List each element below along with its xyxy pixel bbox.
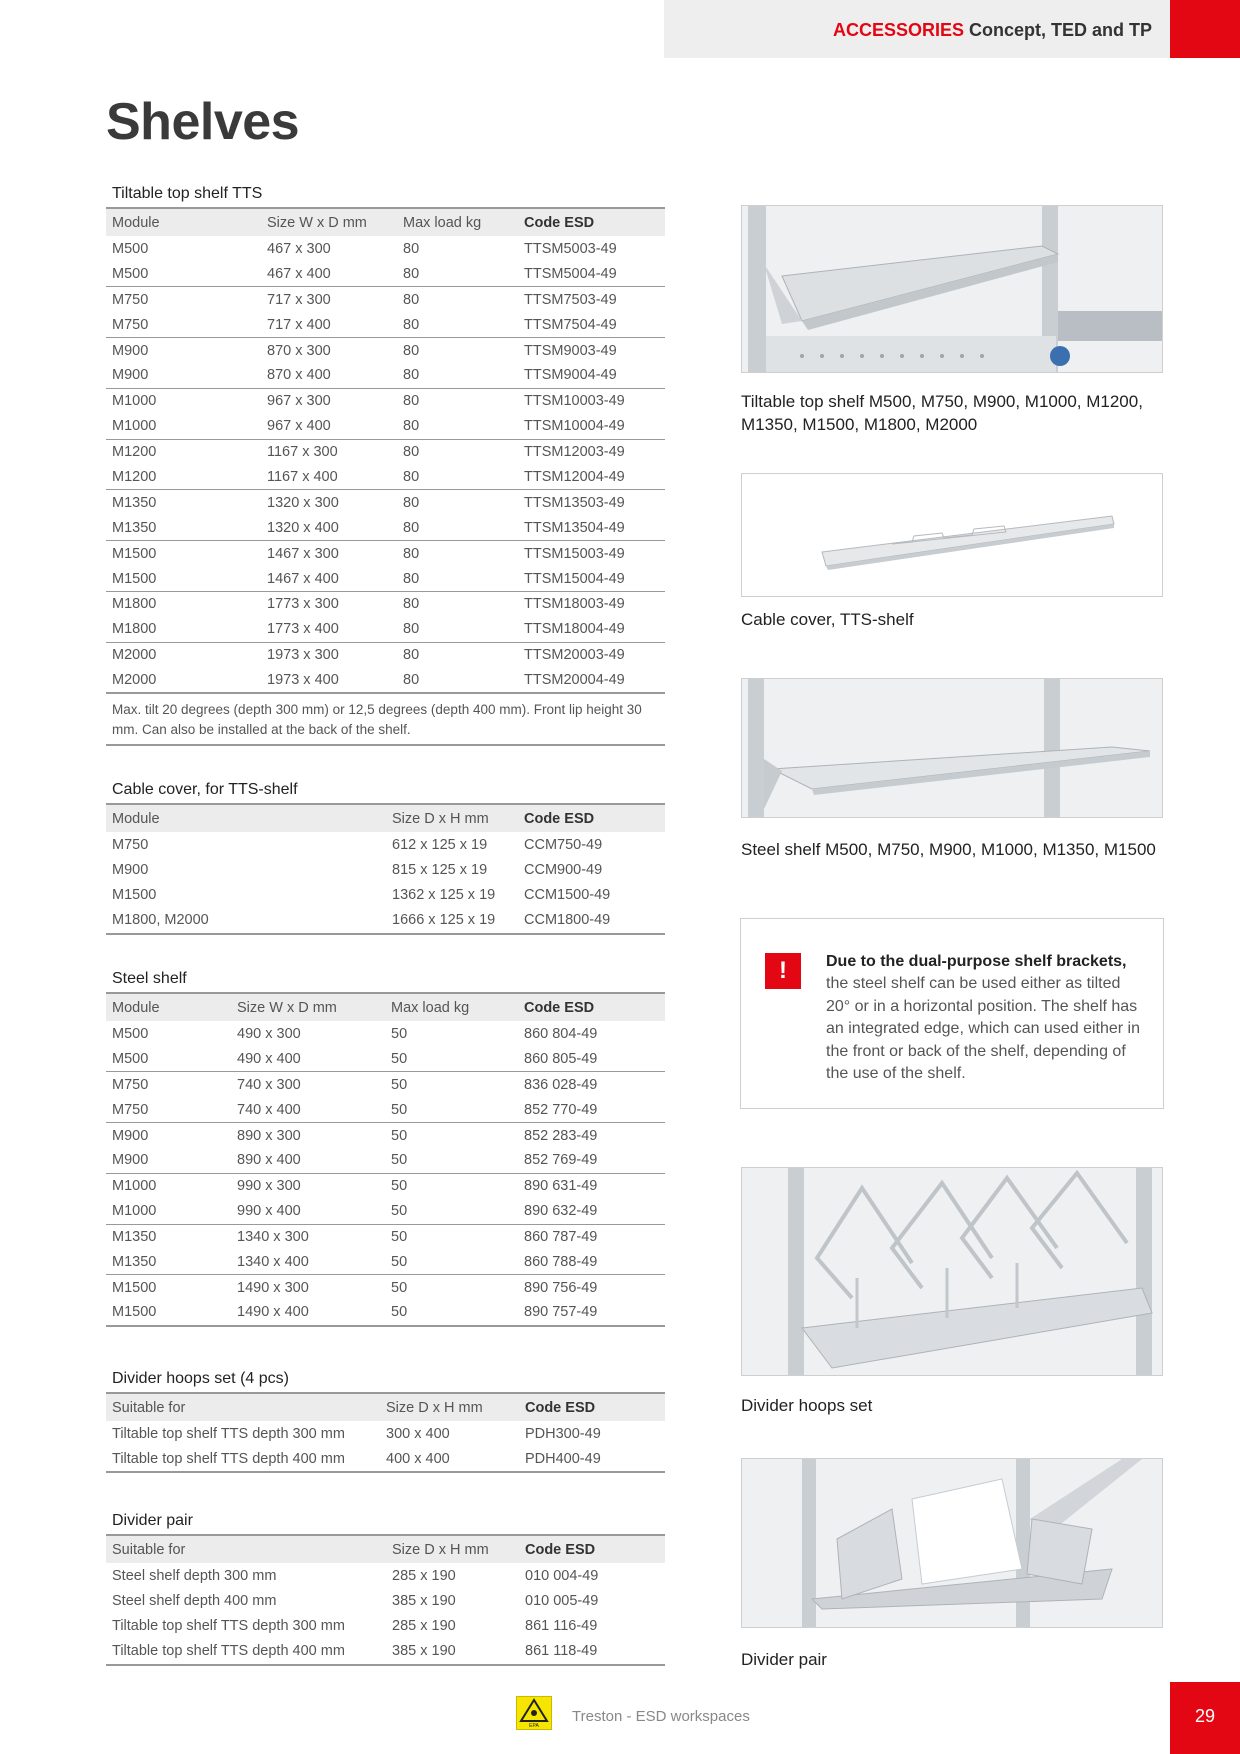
table-row [106, 388, 665, 413]
hoops-section [106, 1366, 665, 1473]
table-cell: TTSM5004-49 [518, 261, 665, 286]
steel-col-load: Max load kg [385, 993, 518, 1021]
table-cell: 80 [403, 647, 420, 664]
table-cell: 50 [385, 1046, 518, 1071]
table-cell: TTSM18003-49 [524, 596, 625, 613]
table-cell: 80 [403, 240, 420, 257]
table-cell: 860 804-49 [524, 1025, 598, 1042]
steel-table [106, 992, 665, 1327]
table-cell: 1773 x 300 [267, 596, 339, 613]
info-box [740, 918, 1164, 1109]
table-cell: 1973 x 300 [267, 647, 339, 664]
table-row [106, 1046, 665, 1071]
table-cell: 890 757-49 [518, 1300, 665, 1325]
table-cell: 80 [397, 566, 518, 591]
tts-col-load: Max load kg [397, 208, 518, 236]
table-cell: 1167 x 300 [267, 444, 338, 461]
table-cell: TTSM10003-49 [524, 393, 625, 410]
tts-col-size: Size W x D mm [261, 208, 397, 236]
table-cell: 1340 x 400 [231, 1250, 385, 1275]
tts-note: Max. tilt 20 degrees (depth 300 mm) or 12,5 degrees (depth 400 mm). Front lip height 30 mm. Can also be installed at the back of the shelf. [106, 694, 665, 746]
cable-table [106, 803, 665, 935]
divider-pair-caption: Divider pair [741, 1650, 827, 1669]
table-cell: M1000 [106, 1199, 231, 1224]
pair-title: Divider pair [112, 1512, 193, 1529]
table-cell: 1362 x 125 x 19 [392, 887, 496, 904]
table-cell: TTSM5003-49 [524, 240, 617, 257]
table-cell: 300 x 400 [386, 1425, 450, 1442]
table-cell: 815 x 125 x 19 [392, 862, 488, 879]
table-cell: M900 [106, 1148, 231, 1173]
table-cell: 80 [403, 494, 420, 511]
table-row [106, 1446, 665, 1471]
table-cell: M1000 [106, 414, 261, 439]
table-cell: TTSM9003-49 [524, 342, 617, 359]
table-cell: M2000 [106, 668, 261, 693]
table-row [106, 287, 665, 312]
table-cell: M1350 [106, 1250, 231, 1275]
table-cell: 890 x 400 [231, 1148, 385, 1173]
table-cell: M1200 [112, 444, 157, 461]
table-cell: 890 631-49 [524, 1178, 598, 1195]
steel-col-module: Module [106, 993, 231, 1021]
hoops-col-code: Code ESD [519, 1393, 665, 1421]
tts-col-module: Module [106, 208, 261, 236]
table-cell: 861 118-49 [519, 1639, 665, 1664]
table-row [106, 490, 665, 515]
header-title [833, 20, 1152, 41]
table-cell: M1000 [112, 393, 157, 410]
table-cell: 50 [385, 1250, 518, 1275]
table-row [106, 465, 665, 490]
table-cell: 990 x 400 [231, 1199, 385, 1224]
table-cell: M900 [106, 363, 261, 388]
table-cell: M1800 [106, 617, 261, 642]
table-row [106, 908, 665, 933]
table-cell: 861 116-49 [525, 1618, 598, 1635]
table-row [106, 1275, 665, 1300]
hoops-title: Divider hoops set (4 pcs) [112, 1370, 289, 1387]
table-cell: 50 [391, 1178, 408, 1195]
table-row [106, 1588, 665, 1613]
table-cell: 740 x 300 [237, 1076, 301, 1093]
header-text: Concept, TED and TP [963, 20, 1152, 40]
cable-col-size: Size D x H mm [386, 804, 518, 832]
table-cell: TTSM13503-49 [524, 494, 625, 511]
table-cell: M1800, M2000 [106, 908, 386, 933]
table-cell: 860 805-49 [518, 1046, 665, 1071]
table-row [106, 338, 665, 363]
table-cell: 80 [397, 261, 518, 286]
hoops-table [106, 1392, 665, 1473]
table-cell: 1167 x 400 [261, 465, 397, 490]
table-cell: 890 756-49 [524, 1279, 598, 1296]
table-cell: 740 x 400 [231, 1097, 385, 1122]
table-cell: M1500 [112, 545, 157, 562]
header-red-block [1170, 0, 1240, 58]
header-accent: ACCESSORIES [832, 20, 964, 40]
divider-pair-photo [741, 1458, 1163, 1628]
table-cell: 1340 x 300 [237, 1229, 309, 1246]
table-cell: M1350 [112, 1229, 157, 1246]
table-cell: 50 [391, 1279, 408, 1296]
steel-section [106, 966, 665, 1327]
table-cell: 1490 x 300 [237, 1279, 309, 1296]
pair-col-suitable: Suitable for [106, 1535, 386, 1563]
table-row [106, 617, 665, 642]
table-cell: 967 x 300 [267, 393, 331, 410]
table-cell: 80 [397, 515, 518, 540]
table-cell: CCM900-49 [524, 862, 603, 879]
cable-section [106, 777, 665, 935]
table-cell: M2000 [112, 647, 157, 664]
steel-col-size: Size W x D mm [231, 993, 385, 1021]
table-cell: CCM1800-49 [518, 908, 665, 933]
table-cell: 467 x 300 [267, 240, 331, 257]
table-row [106, 1421, 665, 1446]
table-cell: 717 x 300 [267, 291, 331, 308]
table-cell: 1490 x 400 [231, 1300, 385, 1325]
table-cell: PDH400-49 [519, 1446, 665, 1471]
table-row [106, 832, 665, 857]
table-cell: 852 770-49 [518, 1097, 665, 1122]
table-cell: CCM1500-49 [524, 887, 611, 904]
table-cell: TTSM12004-49 [518, 465, 665, 490]
table-row [106, 261, 665, 286]
esd-logo-text: EPA [529, 1723, 539, 1729]
table-row [106, 883, 665, 908]
table-cell: M900 [112, 342, 149, 359]
table-row [106, 857, 665, 882]
table-cell: 285 x 190 [392, 1567, 456, 1584]
table-cell: 860 787-49 [524, 1229, 598, 1246]
table-row [106, 1300, 665, 1325]
table-cell: Tiltable top shelf TTS depth 300 mm [112, 1618, 345, 1635]
steel-shelf-photo [741, 678, 1163, 818]
table-cell: M500 [112, 240, 149, 257]
pair-col-size: Size D x H mm [386, 1535, 519, 1563]
table-cell: TTSM20003-49 [524, 647, 625, 664]
table-cell: Tiltable top shelf TTS depth 400 mm [106, 1446, 380, 1471]
table-cell: 50 [385, 1300, 518, 1325]
info-body: the steel shelf can be used either as tilted 20° or in a horizontal position. The shelf has an integrated edge, which can used either in the front or back of the shelf, depending of the use of the shelf. [826, 975, 1140, 1083]
table-row [106, 1224, 665, 1249]
table-cell: TTSM9004-49 [518, 363, 665, 388]
pair-section [106, 1508, 665, 1666]
table-cell: 385 x 190 [392, 1593, 456, 1610]
table-cell: M750 [112, 836, 149, 853]
table-cell: 1320 x 300 [267, 494, 339, 511]
info-bold: Due to the dual-purpose shelf brackets, [826, 953, 1127, 970]
table-row [106, 236, 665, 261]
table-cell: 80 [397, 363, 518, 388]
table-cell: 1467 x 400 [261, 566, 397, 591]
table-cell: 385 x 190 [386, 1639, 519, 1664]
steel-shelf-caption: Steel shelf M500, M750, M900, M1000, M1350, M1500 [741, 840, 1156, 859]
table-cell: 490 x 300 [237, 1025, 301, 1042]
table-cell: 80 [403, 545, 420, 562]
table-row [106, 566, 665, 591]
table-row [106, 1199, 665, 1224]
table-row [106, 363, 665, 388]
cable-col-module: Module [106, 804, 386, 832]
steel-col-code: Code ESD [518, 993, 665, 1021]
table-cell: M500 [112, 1025, 149, 1042]
table-row [106, 1097, 665, 1122]
table-cell: TTSM7503-49 [524, 291, 617, 308]
steel-title: Steel shelf [112, 970, 187, 987]
table-row [106, 515, 665, 540]
cable-body [106, 832, 665, 934]
table-cell: 1467 x 300 [267, 545, 339, 562]
table-cell: M1800 [112, 596, 157, 613]
tts-body [106, 236, 665, 693]
table-cell: TTSM20004-49 [518, 668, 665, 693]
table-cell: TTSM15004-49 [518, 566, 665, 591]
tts-shelf-caption: Tiltable top shelf M500, M750, M900, M1000, M1200, M1350, M1500, M1800, M2000 [741, 392, 1143, 434]
table-cell: 80 [397, 312, 518, 337]
table-cell: 80 [397, 414, 518, 439]
cable-cover-photo [741, 473, 1163, 597]
table-cell: 010 004-49 [525, 1567, 599, 1584]
table-cell: 860 788-49 [518, 1250, 665, 1275]
table-cell: TTSM15003-49 [524, 545, 625, 562]
table-cell: 870 x 400 [261, 363, 397, 388]
table-cell: 50 [385, 1199, 518, 1224]
table-row [106, 1123, 665, 1148]
table-row [106, 1639, 665, 1664]
table-cell: 490 x 400 [231, 1046, 385, 1071]
tts-section [106, 181, 665, 746]
table-cell: M750 [106, 312, 261, 337]
pair-body [106, 1563, 665, 1665]
table-cell: CCM750-49 [524, 836, 603, 853]
table-cell: TTSM12003-49 [524, 444, 625, 461]
table-cell: Steel shelf depth 400 mm [112, 1593, 277, 1610]
table-cell: 612 x 125 x 19 [392, 836, 488, 853]
page-number: 29 [1194, 1706, 1216, 1726]
table-cell: M750 [106, 1097, 231, 1122]
table-cell: 717 x 400 [261, 312, 397, 337]
table-cell: 1973 x 400 [261, 668, 397, 693]
tts-table [106, 207, 665, 694]
table-cell: M750 [112, 1076, 149, 1093]
table-row [106, 1072, 665, 1097]
table-cell: M500 [106, 261, 261, 286]
table-cell: M1200 [106, 465, 261, 490]
pair-col-code: Code ESD [519, 1535, 665, 1563]
table-cell: Tiltable top shelf TTS depth 400 mm [106, 1639, 386, 1664]
table-cell: 1320 x 400 [261, 515, 397, 540]
table-cell: 1666 x 125 x 19 [386, 908, 518, 933]
table-cell: M1500 [106, 1300, 231, 1325]
hoops-col-size: Size D x H mm [380, 1393, 519, 1421]
table-cell: 80 [403, 596, 420, 613]
table-cell: 80 [403, 393, 420, 410]
table-row [106, 1563, 665, 1588]
table-row [106, 312, 665, 337]
table-row [106, 1614, 665, 1639]
table-cell: 50 [385, 1097, 518, 1122]
table-cell: 870 x 300 [267, 342, 331, 359]
table-cell: 967 x 400 [261, 414, 397, 439]
table-cell: 990 x 300 [237, 1178, 301, 1195]
table-cell: 890 632-49 [518, 1199, 665, 1224]
table-row [106, 1173, 665, 1198]
table-cell: M500 [106, 1046, 231, 1071]
divider-hoops-caption: Divider hoops set [741, 1396, 873, 1415]
hoops-body [106, 1421, 665, 1472]
table-cell: 50 [391, 1127, 408, 1144]
table-cell: 80 [403, 291, 420, 308]
table-row [106, 1250, 665, 1275]
table-cell: 80 [397, 465, 518, 490]
footer-text: Treston - ESD workspaces [572, 1708, 750, 1725]
table-row [106, 642, 665, 667]
tts-title: Tiltable top shelf TTS [112, 185, 263, 202]
table-cell: M1350 [106, 515, 261, 540]
table-cell: 50 [391, 1076, 408, 1093]
table-cell: M750 [112, 291, 149, 308]
table-row [106, 541, 665, 566]
table-cell: 836 028-49 [524, 1076, 598, 1093]
table-cell: PDH300-49 [525, 1425, 601, 1442]
table-cell: TTSM13504-49 [518, 515, 665, 540]
table-cell: 010 005-49 [525, 1593, 599, 1610]
table-cell: TTSM18004-49 [518, 617, 665, 642]
table-row [106, 1148, 665, 1173]
table-cell: Steel shelf depth 300 mm [112, 1567, 277, 1584]
table-row [106, 591, 665, 616]
hoops-col-suitable: Suitable for [106, 1393, 380, 1421]
table-cell: 852 769-49 [518, 1148, 665, 1173]
tts-shelf-photo [741, 205, 1163, 373]
table-cell: TTSM7504-49 [518, 312, 665, 337]
table-cell: M900 [112, 862, 149, 879]
page-title: Shelves [106, 93, 300, 151]
table-cell: M1500 [112, 1279, 157, 1296]
info-text [826, 951, 1146, 1085]
warning-icon: ! [765, 953, 801, 989]
table-cell: M1000 [112, 1178, 157, 1195]
esd-logo-icon [516, 1696, 552, 1730]
table-row [106, 1021, 665, 1046]
cable-col-code: Code ESD [518, 804, 665, 832]
table-cell: 80 [403, 342, 420, 359]
cable-cover-caption: Cable cover, TTS-shelf [741, 610, 914, 629]
table-cell: 285 x 190 [392, 1618, 456, 1635]
table-cell: 1773 x 400 [261, 617, 397, 642]
cable-title: Cable cover, for TTS-shelf [112, 781, 298, 798]
table-cell: 890 x 300 [237, 1127, 301, 1144]
table-cell: 467 x 400 [261, 261, 397, 286]
table-cell: 50 [391, 1229, 408, 1246]
divider-hoops-photo [741, 1167, 1163, 1376]
tts-col-code: Code ESD [518, 208, 665, 236]
table-cell: 80 [397, 617, 518, 642]
table-cell: M1500 [112, 887, 157, 904]
table-cell: M900 [112, 1127, 149, 1144]
table-row [106, 439, 665, 464]
pair-table [106, 1534, 665, 1666]
table-cell: M1500 [106, 566, 261, 591]
table-cell: 80 [403, 444, 420, 461]
table-cell: 852 283-49 [524, 1127, 598, 1144]
table-cell: 80 [397, 668, 518, 693]
table-cell: 400 x 400 [380, 1446, 519, 1471]
table-cell: 50 [385, 1148, 518, 1173]
steel-body [106, 1021, 665, 1326]
table-row [106, 668, 665, 693]
table-cell: M1350 [112, 494, 157, 511]
table-row [106, 414, 665, 439]
table-cell: Tiltable top shelf TTS depth 300 mm [112, 1425, 345, 1442]
table-cell: 50 [391, 1025, 408, 1042]
table-cell: TTSM10004-49 [518, 414, 665, 439]
